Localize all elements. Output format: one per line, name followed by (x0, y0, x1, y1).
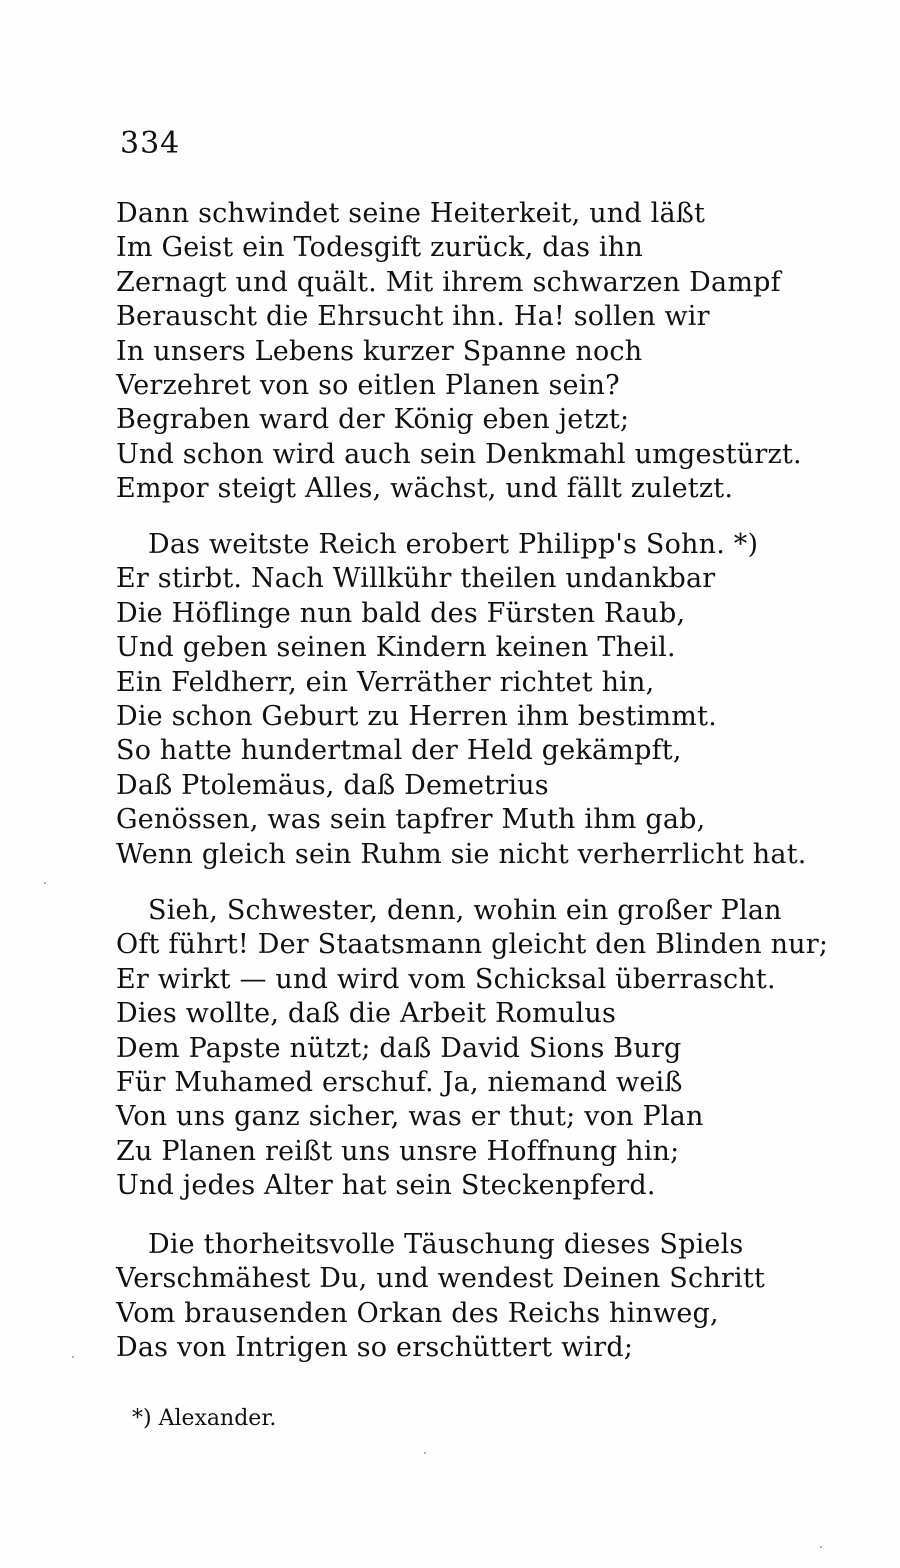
verse-line: Wenn gleich sein Ruhm sie nicht verherrlicht hat. (116, 838, 807, 870)
verse-line: Die thorheitsvolle Täuschung dieses Spiels (148, 1229, 744, 1260)
verse-line: Daß Ptolemäus, daß Demetrius (116, 769, 549, 801)
verse-line: Für Muhamed erschuf. Ja, niemand weiß (116, 1067, 683, 1099)
verse-line: Empor steigt Alles, wächst, und fällt zuletzt. (116, 473, 734, 505)
paper-speck (820, 1546, 822, 1548)
verse-line: Und jedes Alter hat sein Steckenpferd. (116, 1170, 656, 1202)
verse-line: Verzehret von so eitlen Planen sein? (116, 370, 620, 402)
verse-line: Das von Intrigen so erschüttert wird; (116, 1332, 634, 1364)
verse-line: Vom brausenden Orkan des Reichs hinweg, (116, 1297, 719, 1329)
verse-line: Begraben ward der König eben jetzt; (116, 404, 630, 436)
page-number: 334 (120, 126, 181, 161)
verse-line: Verschmähest Du, und wendest Deinen Schritt (116, 1263, 765, 1295)
verse-line: In unsers Lebens kurzer Spanne noch (116, 335, 643, 367)
paper-speck (72, 1356, 74, 1358)
verse-line: Die Höflinge nun bald des Fürsten Raub, (116, 597, 686, 629)
verse-line: Ein Feldherr, ein Verräther richtet hin, (116, 666, 655, 698)
verse-line: Zernagt und quält. Mit ihrem schwarzen Dampf (116, 266, 781, 298)
verse-line: Dies wollte, daß die Arbeit Romulus (116, 998, 617, 1030)
stanza-4 (116, 1228, 816, 1366)
paper-speck (424, 1452, 426, 1454)
paper-speck (44, 882, 46, 884)
verse-line: Dann schwindet seine Heiterkeit, und läßt (116, 198, 706, 229)
verse-line: Dem Papste nützt; daß David Sions Burg (116, 1032, 682, 1064)
stanza-1 (116, 197, 816, 507)
verse-line: Oft führt! Der Staatsmann gleicht den Blinden nur; (116, 929, 829, 961)
verse-line: Und geben seinen Kindern keinen Theil. (116, 632, 676, 664)
footnote: *) Alexander. (132, 1406, 277, 1431)
verse-line: Die schon Geburt zu Herren ihm bestimmt. (116, 701, 717, 733)
verse-line: Er stirbt. Nach Willkühr theilen undankbar (116, 563, 716, 595)
verse-line: Und schon wird auch sein Denkmahl umgestürzt. (116, 438, 802, 470)
verse-line: Er wirkt — und wird vom Schicksal überrascht. (116, 963, 776, 995)
stanza-3 (116, 894, 829, 1204)
verse-line: Sieh, Schwester, denn, wohin ein großer Plan (148, 895, 782, 926)
verse-line: Im Geist ein Todesgift zurück, das ihn (116, 232, 643, 264)
verse-line: Zu Planen reißt uns unsre Hoffnung hin; (116, 1135, 680, 1167)
verse-line: Das weitste Reich erobert Philipp's Sohn. *) (148, 529, 759, 560)
verse-line: Berauscht die Ehrsucht ihn. Ha! sollen wir (116, 301, 710, 333)
verse-line: So hatte hundertmal der Held gekämpft, (116, 735, 682, 767)
verse-line: Von uns ganz sicher, was er thut; von Plan (116, 1101, 704, 1133)
stanza-2 (116, 528, 816, 872)
verse-line: Genössen, was sein tapfrer Muth ihm gab, (116, 804, 706, 836)
